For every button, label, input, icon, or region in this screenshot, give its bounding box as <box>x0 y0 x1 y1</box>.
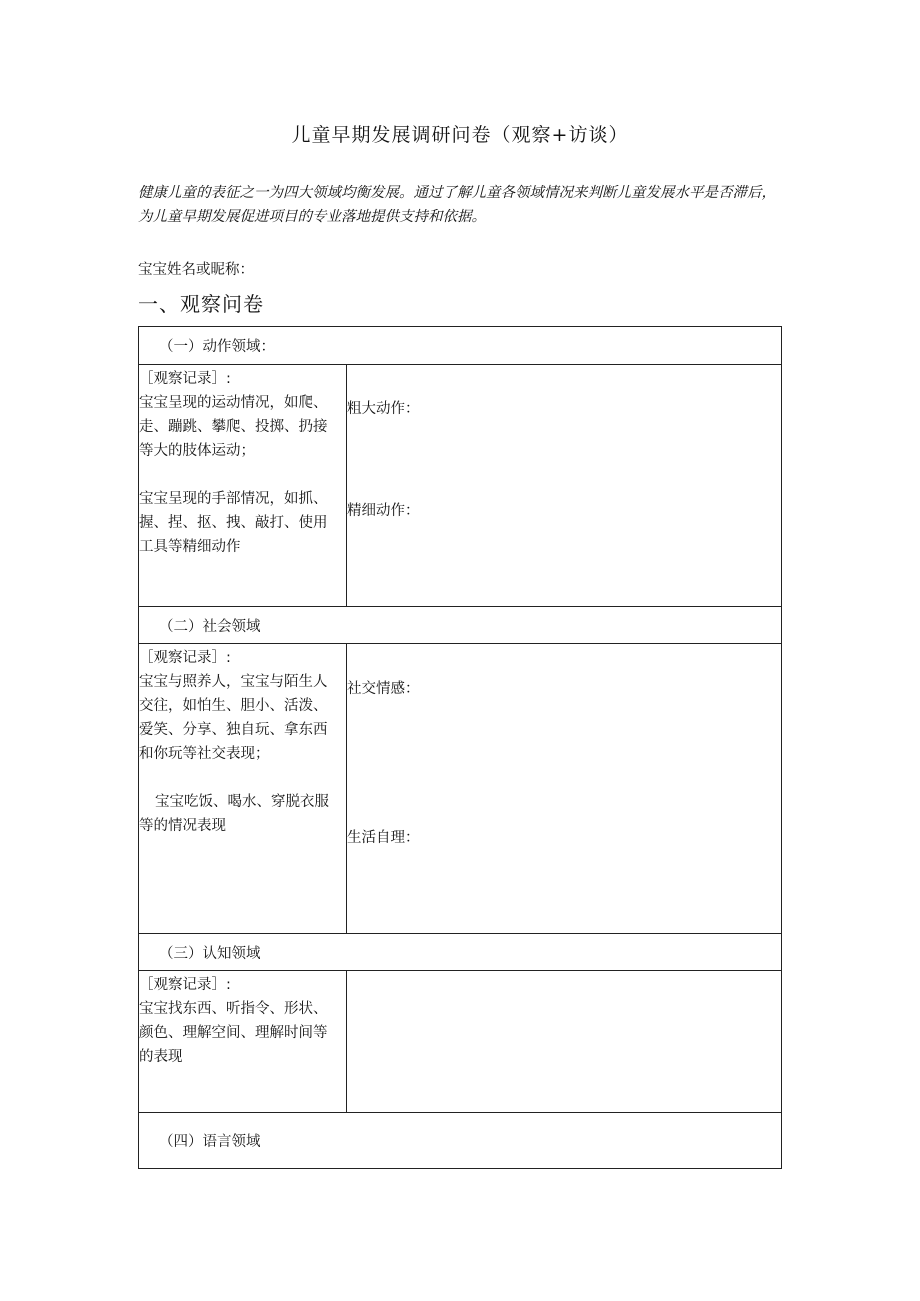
record-line: 握、捏、抠、拽、敲打、使用 <box>139 515 328 531</box>
motor-record-cell <box>139 365 347 607</box>
social-emotion-label: 社交情感： <box>347 681 420 697</box>
record-line: 和你玩等社交表现； <box>139 746 270 762</box>
record-line: 宝宝呈现的手部情况，如抓、 <box>139 491 328 507</box>
fine-motor-label: 精细动作： <box>347 503 420 519</box>
cognitive-answer-cell[interactable] <box>347 971 782 1113</box>
social-record-cell <box>139 644 347 934</box>
social-domain-title: （二）社会领域 <box>139 607 782 644</box>
intro-paragraph: 健康儿童的表征之一为四大领域均衡发展。通过了解儿童各领域情况来判断儿童发展水平是否滞后，为儿童早期发展促进项目的专业落地提供支持和依据。 <box>138 185 776 225</box>
cognitive-record-header: ［观察记录］: <box>139 977 231 993</box>
motor-domain-title: （一）动作领域： <box>139 327 782 365</box>
motor-domain-header-row <box>139 327 782 365</box>
record-line: 交往，如怕生、胆小、活泼、 <box>139 698 328 714</box>
record-line: 走、蹦跳、攀爬、投掷、扔接 <box>139 419 328 435</box>
record-line: 的表现 <box>139 1049 183 1065</box>
document-title: 儿童早期发展调研问卷（观察+访谈） <box>291 124 629 146</box>
language-domain-header-row <box>139 1113 782 1169</box>
self-care-label: 生活自理： <box>347 830 420 846</box>
social-domain-header-row <box>139 607 782 644</box>
baby-name-label: 宝宝姓名或昵称： <box>138 262 254 278</box>
record-line: 宝宝与照养人，宝宝与陌生人 <box>139 674 328 690</box>
cognitive-domain-header-row <box>139 934 782 971</box>
record-line: 宝宝呈现的运动情况，如爬、 <box>139 395 328 411</box>
social-domain-row <box>139 644 782 934</box>
social-answer-cell[interactable] <box>347 644 782 934</box>
motor-domain-row <box>139 365 782 607</box>
cognitive-domain-row <box>139 971 782 1113</box>
record-line: 颜色、理解空间、理解时间等 <box>139 1025 328 1041</box>
social-record-header: ［观察记录］: <box>139 650 231 666</box>
record-line: 宝宝找东西、听指令、形状、 <box>139 1001 328 1017</box>
observation-table <box>138 326 782 1169</box>
record-line: 等大的肢体运动； <box>139 443 255 459</box>
record-line: 爱笑、分享、独自玩、拿东西 <box>139 722 328 738</box>
language-domain-title: （四）语言领域 <box>139 1113 782 1169</box>
record-line: 工具等精细动作 <box>139 539 241 555</box>
cognitive-domain-title: （三）认知领域 <box>139 934 782 971</box>
cognitive-record-cell <box>139 971 347 1113</box>
record-line: 等的情况表现 <box>139 818 226 834</box>
record-line: 宝宝吃饭、喝水、穿脱衣服 <box>155 794 329 810</box>
motor-answer-cell[interactable] <box>347 365 782 607</box>
motor-record-header: ［观察记录］: <box>139 371 231 387</box>
section-heading: 一、观察问卷 <box>138 292 264 316</box>
gross-motor-label: 粗大动作： <box>347 401 420 417</box>
